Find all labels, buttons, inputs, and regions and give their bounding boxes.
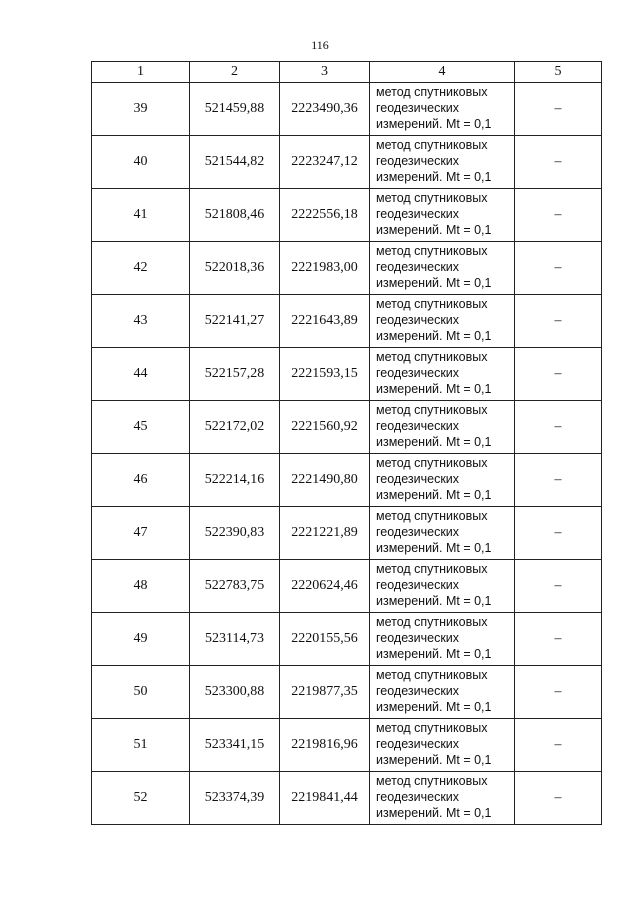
method-cell [370,613,515,666]
method-line: геодезических [376,313,460,327]
x-coordinate-cell: 522018,36 [190,242,280,295]
note-cell: – [515,295,602,348]
method-line: метод спутниковых [376,562,488,576]
method-line: измерений. Mt = 0,1 [376,541,492,555]
note-cell: – [515,719,602,772]
point-number-cell: 42 [92,242,190,295]
x-coordinate-cell: 521459,88 [190,83,280,136]
note-cell: – [515,507,602,560]
note-cell: – [515,348,602,401]
method-cell [370,348,515,401]
method-line: геодезических [376,631,460,645]
method-line: геодезических [376,207,460,221]
coordinates-table [91,61,602,825]
method-line: измерений. Mt = 0,1 [376,806,492,820]
method-line: геодезических [376,154,460,168]
x-coordinate-cell: 522390,83 [190,507,280,560]
point-number-cell: 40 [92,136,190,189]
method-line: метод спутниковых [376,456,488,470]
method-line: измерений. Mt = 0,1 [376,382,492,396]
method-line: метод спутниковых [376,297,488,311]
method-line: метод спутниковых [376,668,488,682]
method-line: геодезических [376,472,460,486]
note-cell: – [515,454,602,507]
method-line: измерений. Mt = 0,1 [376,647,492,661]
table-row [92,772,602,825]
y-coordinate-cell: 2223490,36 [280,83,370,136]
y-coordinate-cell: 2221593,15 [280,348,370,401]
method-line: измерений. Mt = 0,1 [376,753,492,767]
method-line: метод спутниковых [376,244,488,258]
method-line: метод спутниковых [376,350,488,364]
method-line: метод спутниковых [376,615,488,629]
method-line: измерений. Mt = 0,1 [376,488,492,502]
x-coordinate-cell: 522783,75 [190,560,280,613]
header-col-1: 1 [92,62,190,83]
method-line: измерений. Mt = 0,1 [376,435,492,449]
method-cell [370,401,515,454]
point-number-cell: 43 [92,295,190,348]
table-row [92,189,602,242]
note-cell: – [515,401,602,454]
table-row [92,83,602,136]
note-cell: – [515,560,602,613]
method-line: измерений. Mt = 0,1 [376,329,492,343]
table-row [92,454,602,507]
y-coordinate-cell: 2221643,89 [280,295,370,348]
x-coordinate-cell: 523300,88 [190,666,280,719]
method-line: геодезических [376,366,460,380]
method-line: метод спутниковых [376,774,488,788]
table-row [92,507,602,560]
method-line: измерений. Mt = 0,1 [376,117,492,131]
method-cell [370,507,515,560]
x-coordinate-cell: 523341,15 [190,719,280,772]
point-number-cell: 51 [92,719,190,772]
point-number-cell: 47 [92,507,190,560]
note-cell: – [515,189,602,242]
y-coordinate-cell: 2219877,35 [280,666,370,719]
method-cell [370,83,515,136]
header-col-4: 4 [370,62,515,83]
y-coordinate-cell: 2221490,80 [280,454,370,507]
point-number-cell: 44 [92,348,190,401]
note-cell: – [515,613,602,666]
header-col-3: 3 [280,62,370,83]
x-coordinate-cell: 522157,28 [190,348,280,401]
method-line: метод спутниковых [376,191,488,205]
header-col-5: 5 [515,62,602,83]
note-cell: – [515,666,602,719]
point-number-cell: 46 [92,454,190,507]
point-number-cell: 49 [92,613,190,666]
method-cell [370,454,515,507]
table-body [92,83,602,825]
method-line: измерений. Mt = 0,1 [376,700,492,714]
method-line: геодезических [376,578,460,592]
note-cell: – [515,242,602,295]
method-line: геодезических [376,101,460,115]
method-line: метод спутниковых [376,403,488,417]
point-number-cell: 52 [92,772,190,825]
note-cell: – [515,136,602,189]
method-line: метод спутниковых [376,85,488,99]
y-coordinate-cell: 2222556,18 [280,189,370,242]
y-coordinate-cell: 2223247,12 [280,136,370,189]
page-number: 116 [311,38,329,52]
method-cell [370,666,515,719]
y-coordinate-cell: 2220155,56 [280,613,370,666]
method-cell [370,772,515,825]
method-line: геодезических [376,737,460,751]
method-line: геодезических [376,525,460,539]
method-line: измерений. Mt = 0,1 [376,276,492,290]
header-col-2: 2 [190,62,280,83]
y-coordinate-cell: 2219816,96 [280,719,370,772]
table-row [92,295,602,348]
x-coordinate-cell: 522172,02 [190,401,280,454]
table-header-row [92,62,602,83]
point-number-cell: 41 [92,189,190,242]
table-row [92,719,602,772]
y-coordinate-cell: 2221221,89 [280,507,370,560]
method-cell [370,560,515,613]
table-row [92,560,602,613]
method-line: метод спутниковых [376,721,488,735]
table-row [92,242,602,295]
y-coordinate-cell: 2219841,44 [280,772,370,825]
point-number-cell: 45 [92,401,190,454]
note-cell: – [515,772,602,825]
method-line: измерений. Mt = 0,1 [376,594,492,608]
method-line: метод спутниковых [376,138,488,152]
method-cell [370,136,515,189]
x-coordinate-cell: 522141,27 [190,295,280,348]
point-number-cell: 50 [92,666,190,719]
point-number-cell: 39 [92,83,190,136]
method-line: метод спутниковых [376,509,488,523]
y-coordinate-cell: 2221560,92 [280,401,370,454]
table-row [92,348,602,401]
table-row [92,666,602,719]
method-cell [370,295,515,348]
method-line: геодезических [376,260,460,274]
y-coordinate-cell: 2220624,46 [280,560,370,613]
x-coordinate-cell: 521808,46 [190,189,280,242]
method-line: измерений. Mt = 0,1 [376,170,492,184]
x-coordinate-cell: 521544,82 [190,136,280,189]
table-row [92,136,602,189]
method-line: геодезических [376,419,460,433]
x-coordinate-cell: 523114,73 [190,613,280,666]
method-line: геодезических [376,790,460,804]
method-line: геодезических [376,684,460,698]
note-cell: – [515,83,602,136]
method-line: измерений. Mt = 0,1 [376,223,492,237]
table-row [92,613,602,666]
point-number-cell: 48 [92,560,190,613]
method-cell [370,719,515,772]
y-coordinate-cell: 2221983,00 [280,242,370,295]
table-row [92,401,602,454]
x-coordinate-cell: 522214,16 [190,454,280,507]
method-cell [370,189,515,242]
x-coordinate-cell: 523374,39 [190,772,280,825]
method-cell [370,242,515,295]
